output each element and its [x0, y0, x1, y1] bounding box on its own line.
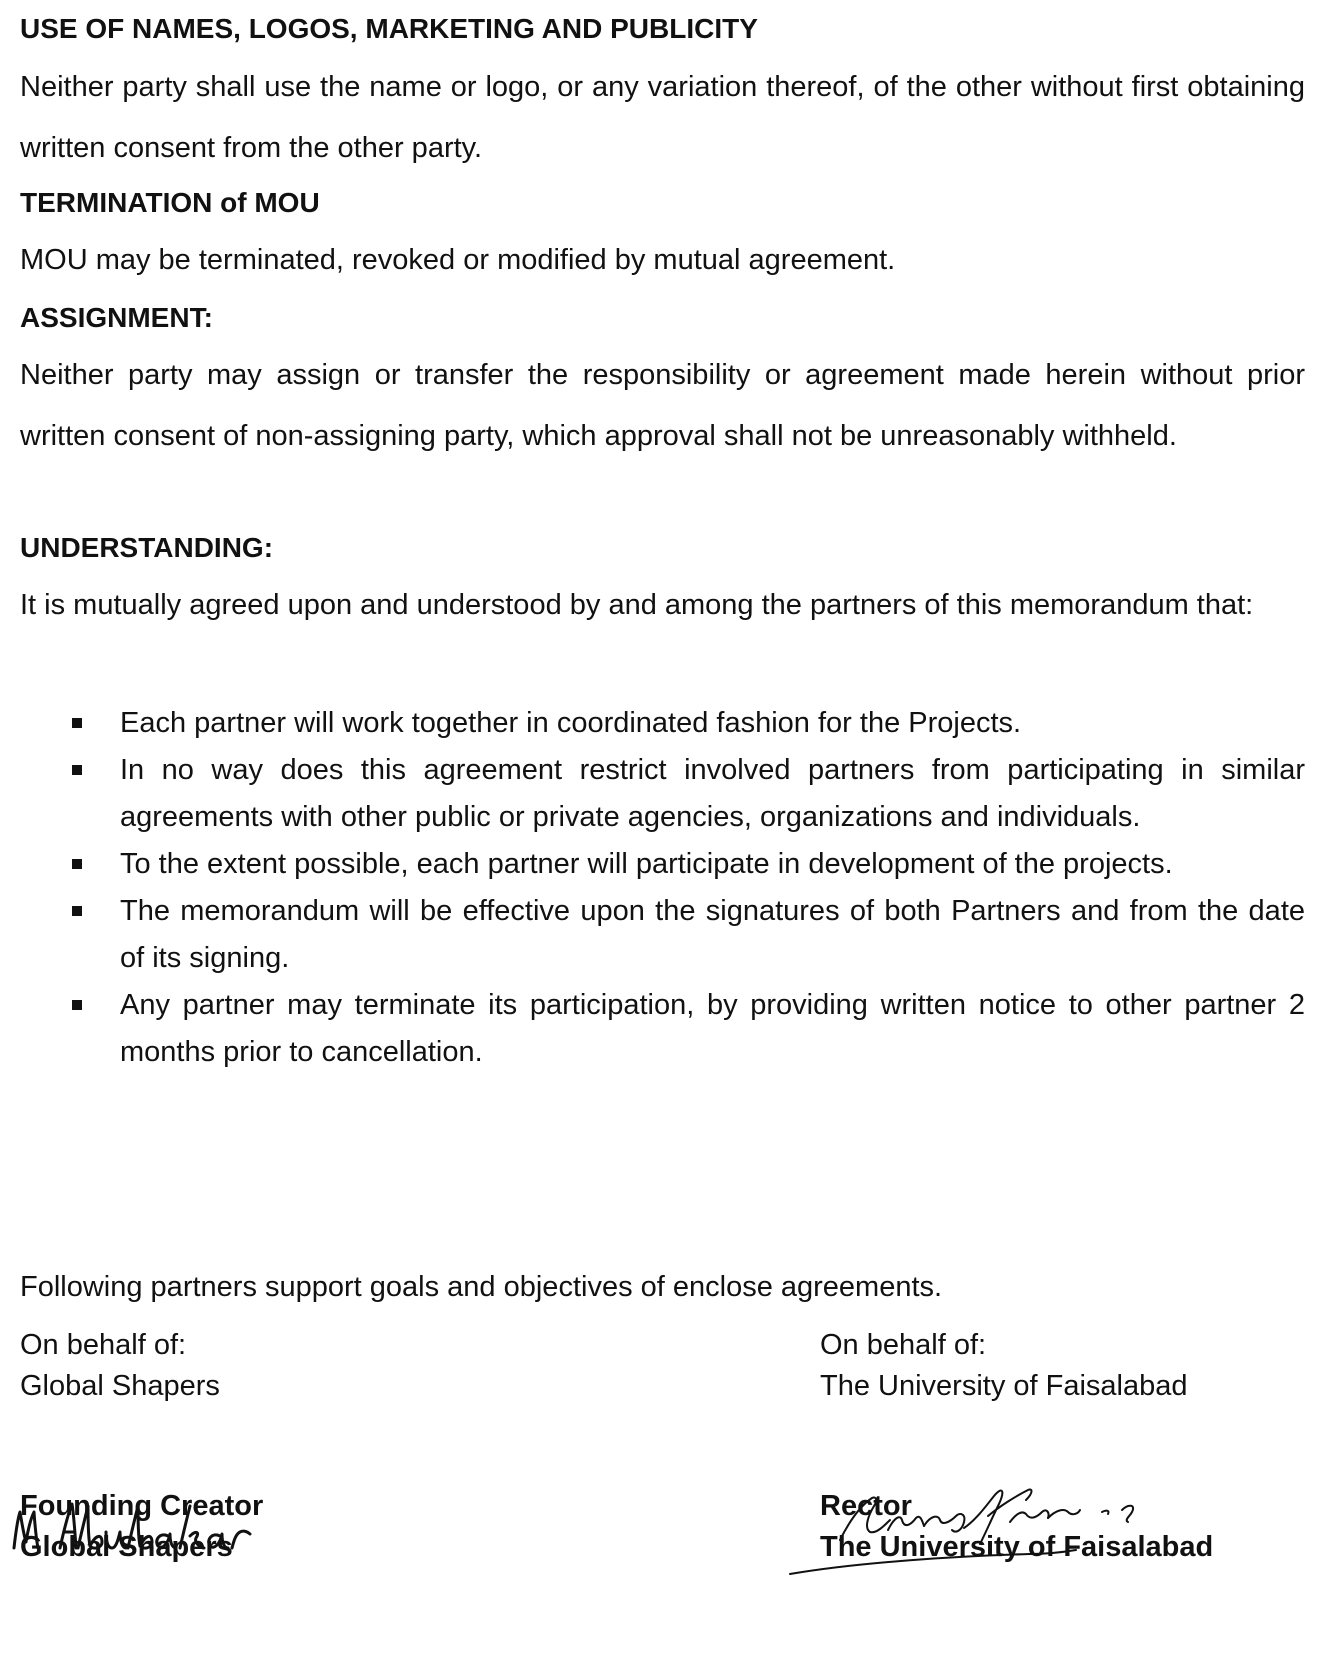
bullet-text: In no way does this agreement restrict involved partners from participating in similar agreements with other public or private agencies, organizations and individuals. [120, 754, 1305, 833]
paragraph-termination: MOU may be terminated, revoked or modified by mutual agreement. [20, 244, 896, 276]
bullet-text: Each partner will work together in coordinated fashion for the Projects. [120, 707, 1022, 739]
paragraph-use-of-names: Neither party shall use the name or logo, or any variation thereof, of the other without first obtaining written consent from the other party. [20, 71, 1305, 164]
heading-termination: TERMINATION of MOU [20, 187, 320, 218]
bullet-square-icon [72, 765, 82, 775]
heading-use-of-names: USE OF NAMES, LOGOS, MARKETING AND PUBLICITY [20, 13, 758, 44]
bullet-item [0, 982, 1322, 1076]
bullet-square-icon [72, 1000, 82, 1010]
bullet-item [0, 747, 1322, 841]
paragraph-assignment: Neither party may assign or transfer the responsibility or agreement made herein without prior written consent of non-assigning party, which approval shall not be unreasonably withheld. [20, 359, 1305, 452]
heading-understanding: UNDERSTANDING: [20, 532, 274, 563]
bullet-text: Any partner may terminate its participation, by providing written notice to other partner 2 months prior to cancellation. [120, 989, 1305, 1068]
left-on-behalf-label: On behalf of: [20, 1329, 187, 1361]
heading-assignment: ASSIGNMENT: [20, 302, 213, 333]
understanding-bullet-list [0, 700, 1322, 1076]
right-on-behalf-label: On behalf of: [820, 1329, 987, 1361]
left-signatory-title: Founding Creator [20, 1490, 264, 1522]
closing-statement: Following partners support goals and objectives of enclose agreements. [20, 1271, 943, 1303]
bullet-text: To the extent possible, each partner will participate in development of the projects. [120, 848, 1173, 880]
bullet-item [0, 841, 1322, 888]
bullet-item [0, 888, 1322, 982]
right-organization: The University of Faisalabad [820, 1370, 1188, 1402]
paragraph-understanding: It is mutually agreed upon and understood by and among the partners of this memorandum that: [20, 589, 1254, 621]
bullet-square-icon [72, 859, 82, 869]
right-signatory-org: The University of Faisalabad [820, 1531, 1214, 1563]
right-signatory-title: Rector [820, 1490, 912, 1522]
bullet-square-icon [72, 906, 82, 916]
bullet-square-icon [72, 718, 82, 728]
bullet-text: The memorandum will be effective upon the signatures of both Partners and from the date of its signing. [120, 895, 1305, 974]
left-signatory-org: Global Shapers [20, 1531, 233, 1563]
left-organization: Global Shapers [20, 1370, 220, 1402]
bullet-item [0, 700, 1322, 747]
